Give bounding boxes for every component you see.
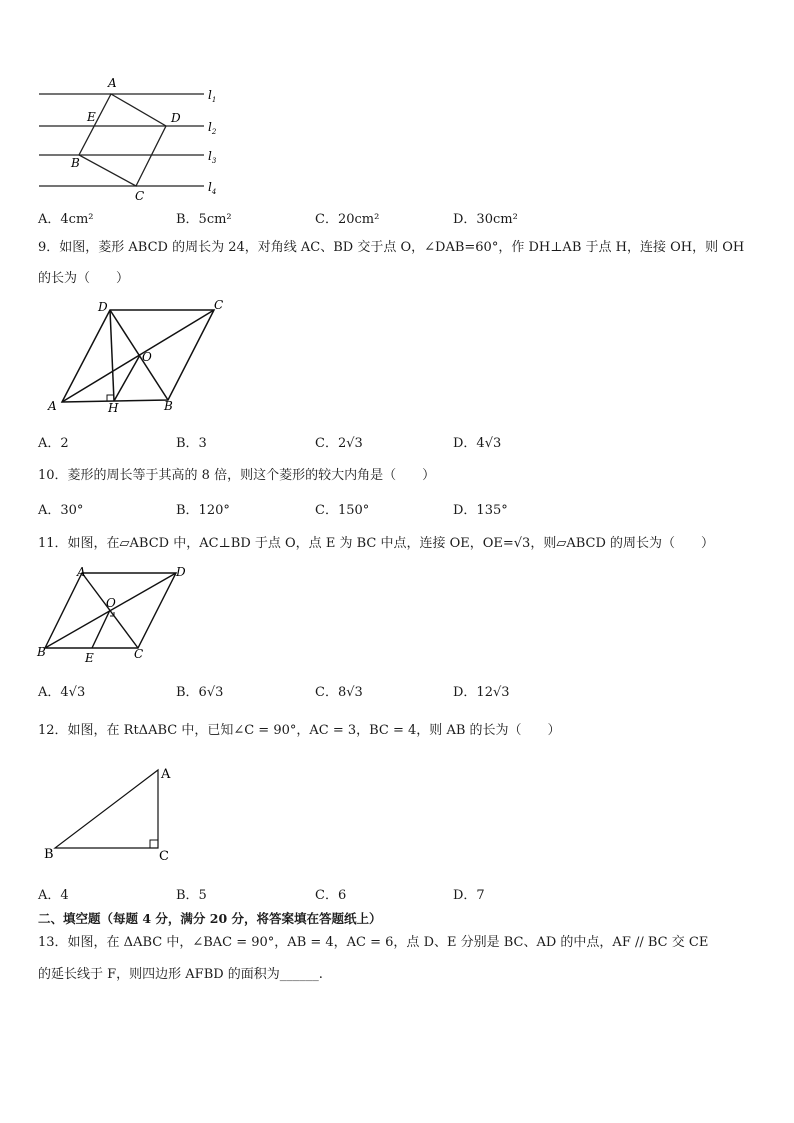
q8-option-c[interactable]: C．20cm²	[315, 212, 380, 227]
q12-label-C: C	[159, 849, 169, 864]
q9-label-B: B	[164, 399, 173, 413]
q8-option-a[interactable]: A．4cm²	[38, 212, 94, 227]
q9-label-H: H	[108, 401, 119, 415]
q8-label-l2: $l_2$	[208, 120, 217, 136]
q8-figure	[36, 74, 236, 202]
q11-label-A: A	[77, 565, 86, 579]
q10-option-b[interactable]: B．120°	[176, 503, 230, 518]
q9-stem-line2: 的长为（ ）	[38, 271, 130, 286]
q10-option-a[interactable]: A．30°	[38, 503, 84, 518]
q8-label-l3: $l_3$	[208, 149, 217, 165]
q11-stem: 11．如图，在▱ABCD 中，AC⊥BD 于点 O，点 E 为 BC 中点，连接 OE，OE=√3，则▱ABCD 的周长为（ ）	[38, 536, 715, 551]
q11-label-O: O	[106, 596, 116, 610]
q11-option-d[interactable]: D．12√3	[453, 685, 510, 700]
section-title-fill-in: 二、填空题（每题 4 分，满分 20 分，将答案填在答题纸上）	[38, 911, 382, 926]
q12-figure	[40, 762, 190, 866]
q12-label-A: A	[161, 767, 171, 782]
q8-label-D: D	[171, 111, 181, 125]
q8-label-l1: $l_1$	[208, 88, 217, 104]
q9-option-b[interactable]: B．3	[176, 436, 207, 451]
q12-option-b[interactable]: B．5	[176, 888, 207, 903]
q10-stem: 10．菱形的周长等于其高的 8 倍，则这个菱形的较大内角是（ ）	[38, 468, 436, 483]
q11-option-b[interactable]: B．6√3	[176, 685, 224, 700]
q12-label-B: B	[44, 847, 54, 862]
q9-option-a[interactable]: A．2	[38, 436, 69, 451]
q9-label-D: D	[98, 300, 108, 314]
q8-label-C: C	[135, 189, 145, 202]
q12-option-d[interactable]: D．7	[453, 888, 485, 903]
q12-option-a[interactable]: A．4	[38, 888, 69, 903]
q13-stem-line2: 的延长线于 F，则四边形 AFBD 的面积为______.	[38, 967, 323, 982]
q8-label-A: A	[108, 76, 117, 90]
q11-label-B: B	[37, 645, 46, 659]
q11-label-E: E	[85, 651, 94, 665]
q11-figure	[34, 562, 199, 666]
q8-option-b[interactable]: B．5cm²	[176, 212, 232, 227]
q8-label-E: E	[87, 110, 96, 124]
q8-label-l4: $l_4$	[208, 180, 217, 196]
q12-option-c[interactable]: C．6	[315, 888, 347, 903]
q9-option-d[interactable]: D．4√3	[453, 436, 502, 451]
q10-option-c[interactable]: C．150°	[315, 503, 370, 518]
q9-label-O: O	[142, 350, 152, 364]
q10-option-d[interactable]: D．135°	[453, 503, 508, 518]
q8-option-d[interactable]: D．30cm²	[453, 212, 518, 227]
q8-label-B: B	[71, 156, 80, 170]
q9-figure	[44, 298, 234, 416]
q9-option-c[interactable]: C．2√3	[315, 436, 363, 451]
q12-stem: 12．如图，在 RtΔABC 中，已知∠C = 90°，AC = 3，BC = 4，则 AB 的长为（ ）	[38, 723, 561, 738]
q9-label-C: C	[214, 298, 224, 312]
q9-label-A: A	[48, 399, 57, 413]
q11-option-a[interactable]: A．4√3	[38, 685, 86, 700]
q11-option-c[interactable]: C．8√3	[315, 685, 363, 700]
q13-stem-line1: 13．如图，在 ΔABC 中，∠BAC = 90°，AB = 4，AC = 6，点 D、E 分别是 BC、AD 的中点，AF // BC 交 CE	[38, 935, 709, 950]
q11-label-D: D	[176, 565, 186, 579]
q11-label-C: C	[134, 647, 144, 661]
q9-stem-line1: 9．如图，菱形 ABCD 的周长为 24，对角线 AC、BD 交于点 O，∠DAB=60°，作 DH⊥AB 于点 H，连接 OH，则 OH	[38, 240, 745, 255]
